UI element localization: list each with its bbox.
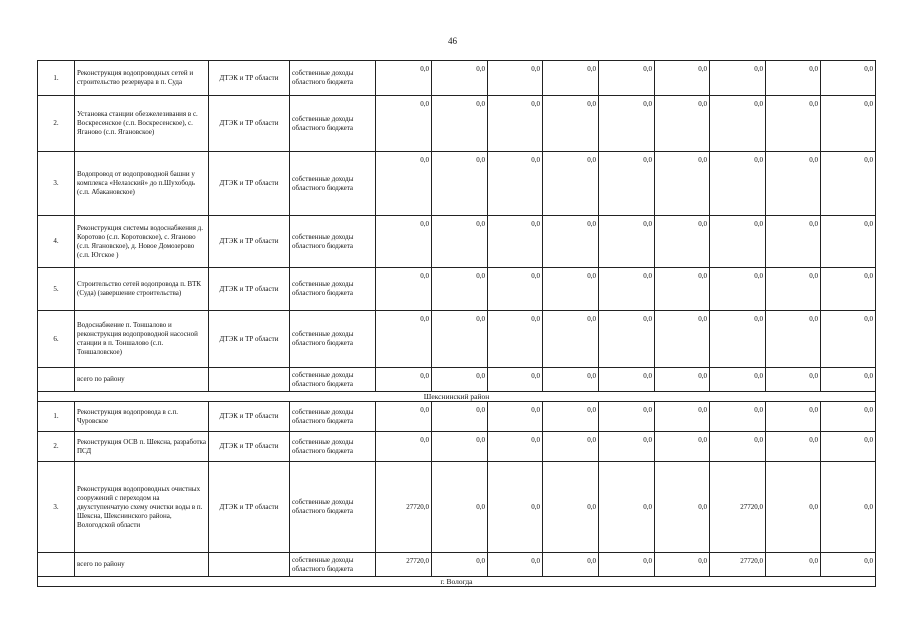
amount-cell: 0,0: [655, 368, 710, 392]
amount-cell: 0,0: [821, 311, 876, 368]
amount-cell: 0,0: [766, 268, 821, 311]
organization: ДТЭК и ТР области: [209, 152, 290, 216]
amount-cell: 0,0: [488, 368, 543, 392]
amount-cell: 0,0: [543, 96, 599, 152]
page-number: 46: [448, 36, 457, 46]
amount-cell: 0,0: [710, 268, 766, 311]
amount-cell: 0,0: [488, 402, 543, 432]
total-label: всего по району: [75, 553, 209, 577]
amount-cell: 0,0: [543, 368, 599, 392]
row-number: 6.: [38, 311, 75, 368]
amount-cell: 0,0: [543, 553, 599, 577]
amount-cell: 0,0: [766, 402, 821, 432]
organization: ДТЭК и ТР области: [209, 96, 290, 152]
row-number: [38, 368, 75, 392]
total-label: всего по району: [75, 368, 209, 392]
amount-cell: 0,0: [766, 61, 821, 96]
amount-cell: 0,0: [821, 553, 876, 577]
amount-cell: 0,0: [766, 152, 821, 216]
amount-cell: 27720,0: [710, 553, 766, 577]
amount-cell: 0,0: [599, 96, 655, 152]
total-row: [38, 553, 876, 577]
row-number: 1.: [38, 402, 75, 432]
amount-cell: 0,0: [710, 432, 766, 462]
funding-source: собственные доходы областного бюджета: [290, 152, 376, 216]
table-row: [38, 216, 876, 268]
amount-cell: 0,0: [543, 61, 599, 96]
amount-cell: 0,0: [432, 402, 488, 432]
row-number: 3.: [38, 152, 75, 216]
amount-cell: 0,0: [766, 553, 821, 577]
amount-cell: 0,0: [488, 96, 543, 152]
amount-cell: 0,0: [488, 432, 543, 462]
amount-cell: 0,0: [766, 462, 821, 553]
amount-cell: 0,0: [376, 216, 432, 268]
project-description: Установка станции обезжелезивания в с. Воскресенское (с.п. Воскресенское), с. Ягановo (с.п. Ягановское): [75, 96, 209, 152]
amount-cell: 0,0: [710, 152, 766, 216]
organization: ДТЭК и ТР области: [209, 462, 290, 553]
amount-cell: 0,0: [655, 152, 710, 216]
amount-cell: 0,0: [432, 368, 488, 392]
amount-cell: 0,0: [543, 152, 599, 216]
row-number: 5.: [38, 268, 75, 311]
funding-source: собственные доходы областного бюджета: [290, 368, 376, 392]
amount-cell: 0,0: [432, 152, 488, 216]
amount-cell: 0,0: [821, 152, 876, 216]
amount-cell: 0,0: [543, 311, 599, 368]
table-row: [38, 402, 876, 432]
amount-cell: 0,0: [655, 553, 710, 577]
amount-cell: 0,0: [766, 311, 821, 368]
amount-cell: 0,0: [599, 61, 655, 96]
amount-cell: 0,0: [432, 311, 488, 368]
amount-cell: 0,0: [488, 311, 543, 368]
amount-cell: 0,0: [655, 61, 710, 96]
funding-source: собственные доходы областного бюджета: [290, 402, 376, 432]
amount-cell: 0,0: [821, 432, 876, 462]
organization: ДТЭК и ТР области: [209, 268, 290, 311]
amount-cell: 27720,0: [376, 462, 432, 553]
amount-cell: 0,0: [543, 268, 599, 311]
amount-cell: 27720,0: [376, 553, 432, 577]
section-title: г. Вологда: [38, 577, 876, 587]
amount-cell: 0,0: [599, 152, 655, 216]
table-row: [38, 432, 876, 462]
amount-cell: 0,0: [376, 432, 432, 462]
funding-source: собственные доходы областного бюджета: [290, 216, 376, 268]
project-description: Реконструкция водопроводных сетей и строительство резервуара в п. Суда: [75, 61, 209, 96]
amount-cell: 0,0: [655, 216, 710, 268]
amount-cell: 0,0: [821, 462, 876, 553]
amount-cell: 0,0: [821, 96, 876, 152]
amount-cell: 0,0: [766, 96, 821, 152]
section-row: [38, 392, 876, 402]
organization: ДТЭК и ТР области: [209, 432, 290, 462]
amount-cell: 0,0: [710, 216, 766, 268]
funding-source: собственные доходы областного бюджета: [290, 96, 376, 152]
amount-cell: 0,0: [432, 432, 488, 462]
row-number: 2.: [38, 96, 75, 152]
organization: ДТЭК и ТР области: [209, 402, 290, 432]
amount-cell: 0,0: [710, 61, 766, 96]
amount-cell: 27720,0: [710, 462, 766, 553]
organization: [209, 553, 290, 577]
funding-source: собственные доходы областного бюджета: [290, 462, 376, 553]
table-row: [38, 311, 876, 368]
project-description: Реконструкция системы водоснабжения д. Коротово (с.п. Коротовское), с. Ягановo (с.п. Ягановское), д. Новое Домозерово (с.п. Югское ): [75, 216, 209, 268]
section-title: Шекснинский район: [38, 392, 876, 402]
funding-source: собственные доходы областного бюджета: [290, 268, 376, 311]
amount-cell: 0,0: [655, 402, 710, 432]
amount-cell: 0,0: [821, 216, 876, 268]
amount-cell: 0,0: [710, 311, 766, 368]
amount-cell: 0,0: [599, 268, 655, 311]
amount-cell: 0,0: [710, 96, 766, 152]
amount-cell: 0,0: [821, 368, 876, 392]
amount-cell: 0,0: [543, 432, 599, 462]
funding-source: собственные доходы областного бюджета: [290, 432, 376, 462]
table-row: [38, 152, 876, 216]
amount-cell: 0,0: [766, 368, 821, 392]
project-description: Строительство сетей водопровода п. ВТК (Суда) (завершение строительства): [75, 268, 209, 311]
row-number: [38, 553, 75, 577]
project-description: Водопровод от водопроводной башни у комплекса «Нелазский» до п.Шухободь (с.п. Абакановское): [75, 152, 209, 216]
row-number: 3.: [38, 462, 75, 553]
amount-cell: 0,0: [376, 61, 432, 96]
table-row: [38, 96, 876, 152]
project-description: Реконструкция водопровода в с.п. Чуровское: [75, 402, 209, 432]
amount-cell: 0,0: [432, 268, 488, 311]
row-number: 4.: [38, 216, 75, 268]
project-description: Реконструкция водопроводных очистных сооружений с переходом на двухступенчатую схему очистки воды в п. Шексна, Шекснинского района, Вологодской области: [75, 462, 209, 553]
funding-source: собственные доходы областного бюджета: [290, 61, 376, 96]
funding-source: собственные доходы областного бюджета: [290, 553, 376, 577]
table-row: [38, 61, 876, 96]
amount-cell: 0,0: [376, 368, 432, 392]
amount-cell: 0,0: [376, 96, 432, 152]
amount-cell: 0,0: [655, 268, 710, 311]
amount-cell: 0,0: [432, 216, 488, 268]
amount-cell: 0,0: [655, 96, 710, 152]
project-description: Реконструкция ОСВ п. Шексна, разработка ПСД: [75, 432, 209, 462]
funding-source: собственные доходы областного бюджета: [290, 311, 376, 368]
amount-cell: 0,0: [766, 216, 821, 268]
amount-cell: 0,0: [432, 462, 488, 553]
amount-cell: 0,0: [599, 462, 655, 553]
amount-cell: 0,0: [821, 61, 876, 96]
amount-cell: 0,0: [432, 96, 488, 152]
amount-cell: 0,0: [655, 432, 710, 462]
amount-cell: 0,0: [432, 61, 488, 96]
amount-cell: 0,0: [543, 216, 599, 268]
amount-cell: 0,0: [655, 311, 710, 368]
amount-cell: 0,0: [599, 402, 655, 432]
amount-cell: 0,0: [766, 432, 821, 462]
amount-cell: 0,0: [821, 402, 876, 432]
amount-cell: 0,0: [655, 462, 710, 553]
budget-table: [37, 60, 876, 587]
amount-cell: 0,0: [488, 553, 543, 577]
amount-cell: 0,0: [543, 402, 599, 432]
amount-cell: 0,0: [488, 152, 543, 216]
amount-cell: 0,0: [710, 368, 766, 392]
amount-cell: 0,0: [599, 368, 655, 392]
section-row: [38, 577, 876, 587]
organization: ДТЭК и ТР области: [209, 311, 290, 368]
project-description: Водоснабжение п. Тоншалово и реконструкция водопроводной насосной станции в п. Тоншалово (с.п. Тоншаловское): [75, 311, 209, 368]
amount-cell: 0,0: [710, 402, 766, 432]
amount-cell: 0,0: [376, 268, 432, 311]
amount-cell: 0,0: [599, 553, 655, 577]
row-number: 2.: [38, 432, 75, 462]
amount-cell: 0,0: [821, 268, 876, 311]
amount-cell: 0,0: [599, 311, 655, 368]
table-row: [38, 462, 876, 553]
row-number: 1.: [38, 61, 75, 96]
organization: ДТЭК и ТР области: [209, 61, 290, 96]
amount-cell: 0,0: [488, 216, 543, 268]
amount-cell: 0,0: [488, 61, 543, 96]
amount-cell: 0,0: [488, 268, 543, 311]
amount-cell: 0,0: [543, 462, 599, 553]
amount-cell: 0,0: [432, 553, 488, 577]
organization: ДТЭК и ТР области: [209, 216, 290, 268]
amount-cell: 0,0: [376, 402, 432, 432]
amount-cell: 0,0: [599, 216, 655, 268]
table-row: [38, 268, 876, 311]
amount-cell: 0,0: [488, 462, 543, 553]
amount-cell: 0,0: [376, 311, 432, 368]
amount-cell: 0,0: [599, 432, 655, 462]
amount-cell: 0,0: [376, 152, 432, 216]
total-row: [38, 368, 876, 392]
organization: [209, 368, 290, 392]
